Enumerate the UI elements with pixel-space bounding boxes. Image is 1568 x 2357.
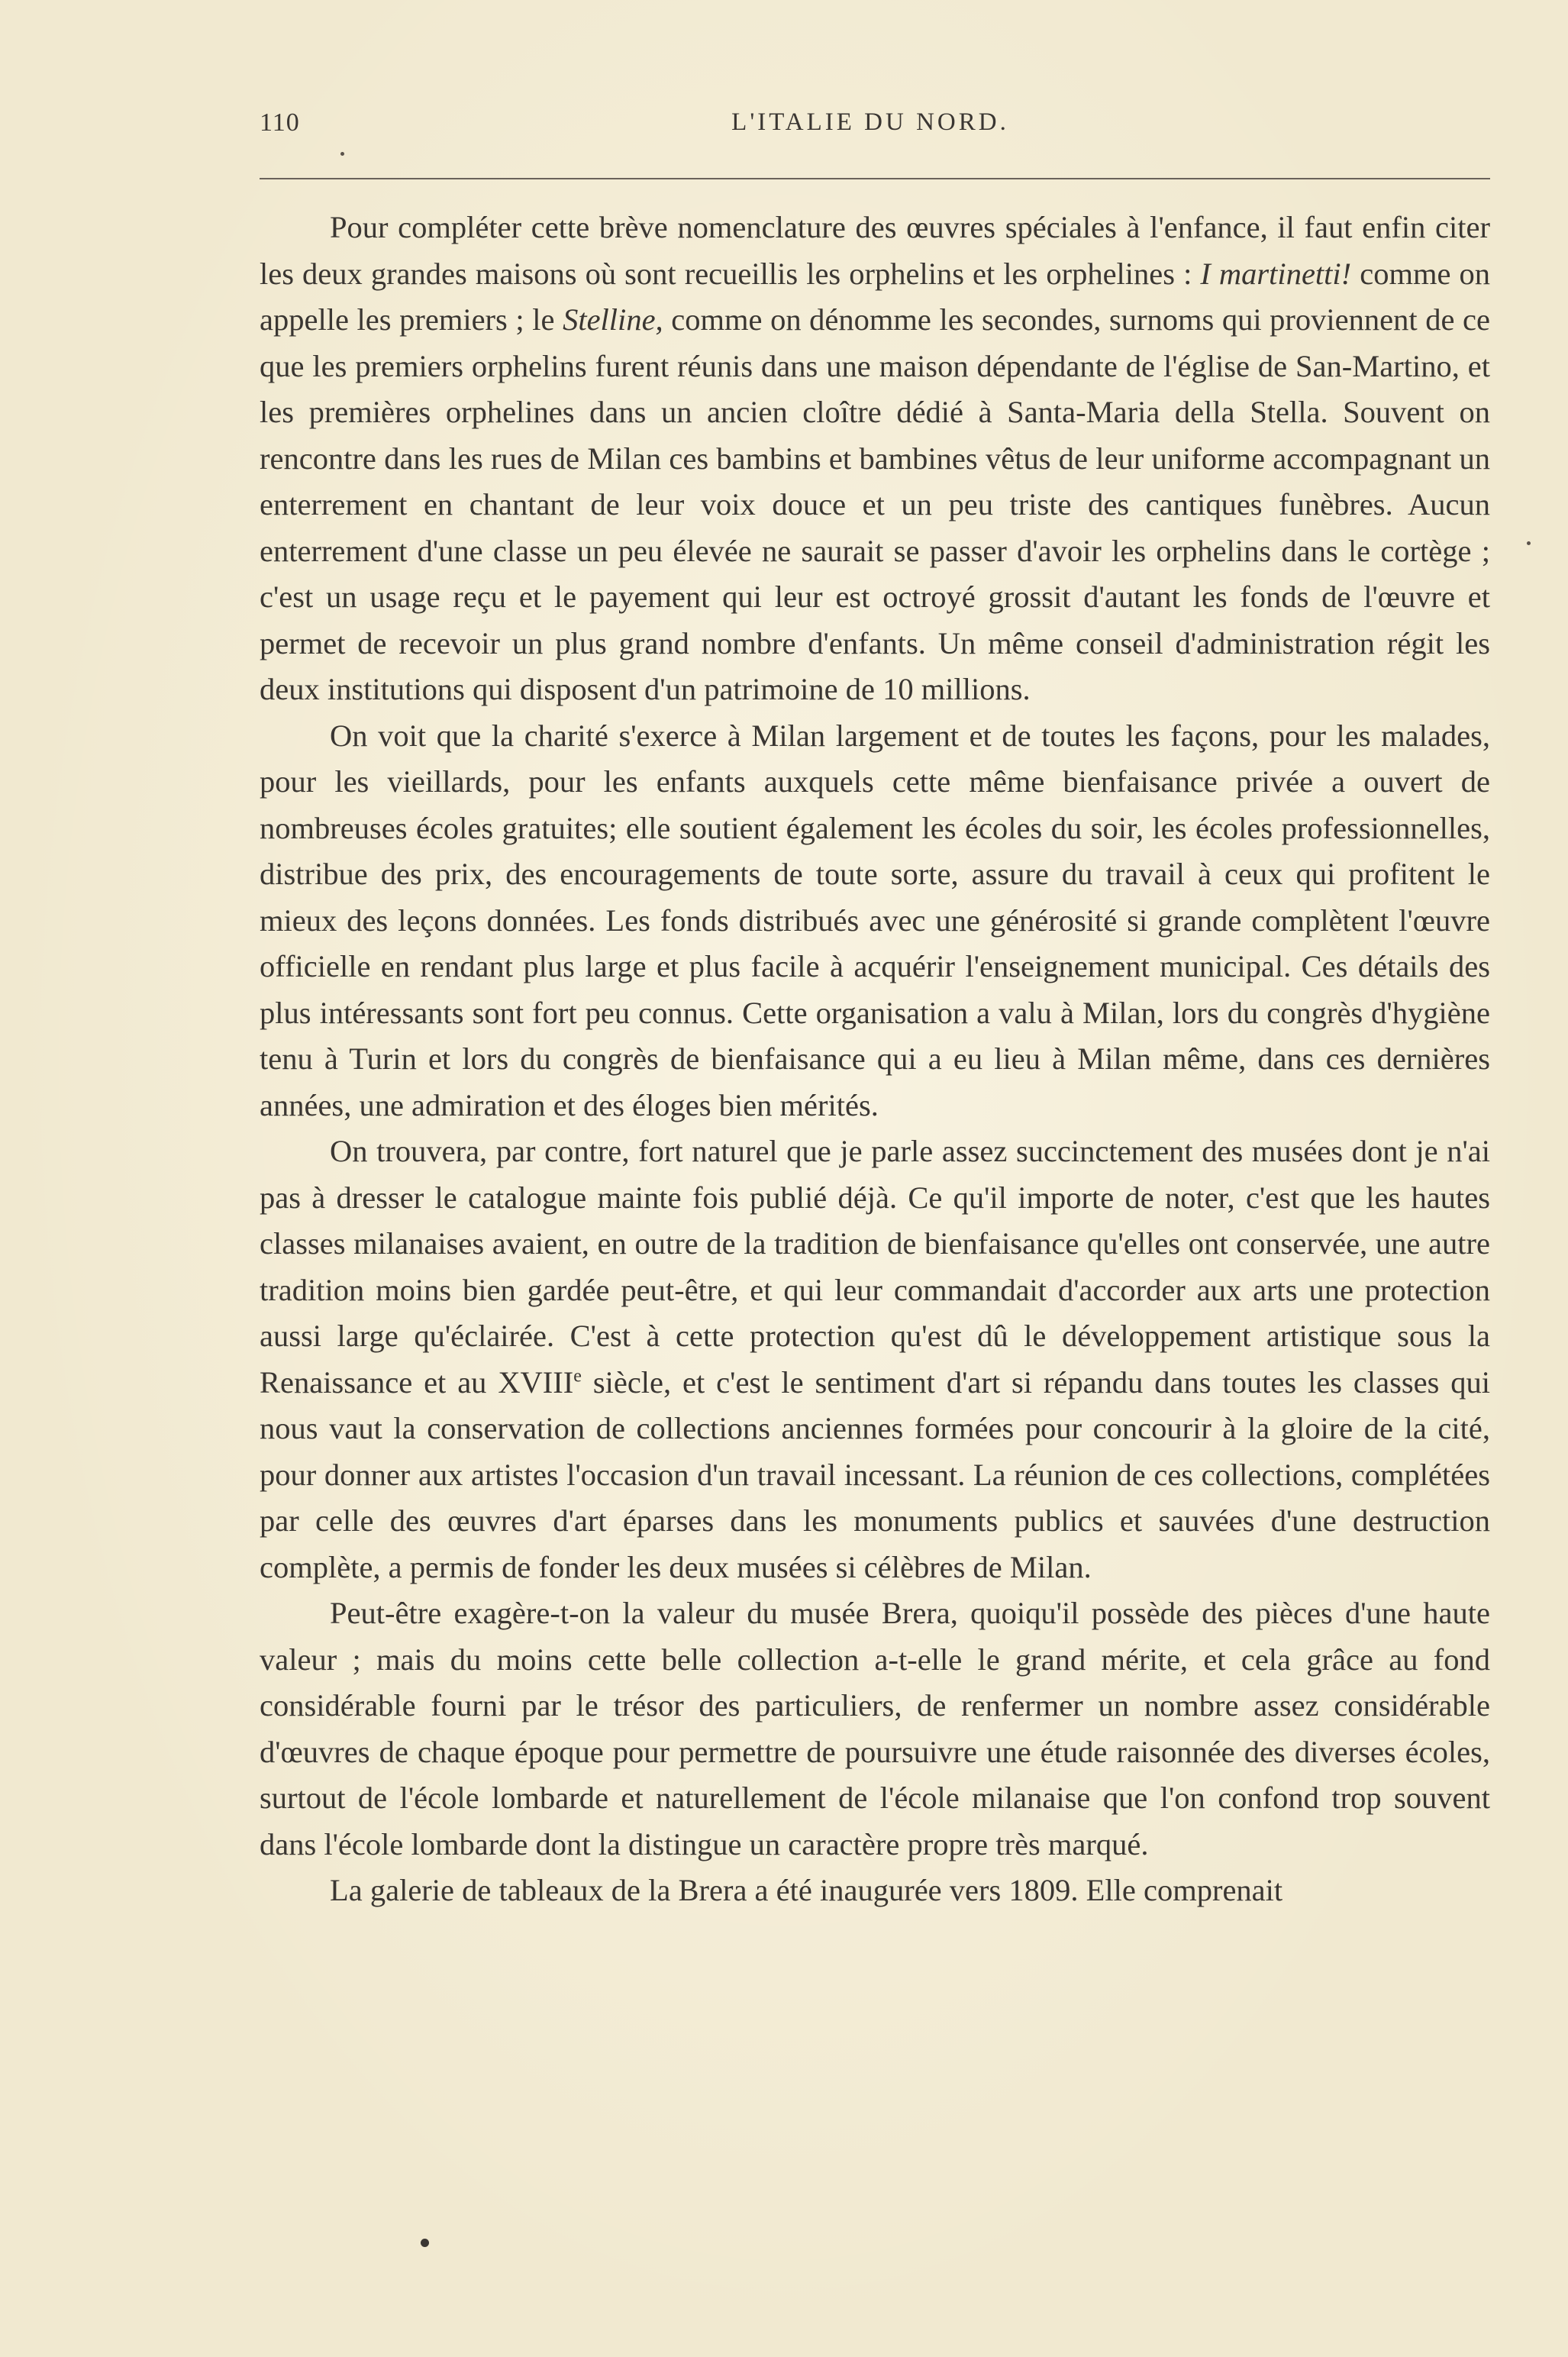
ink-speck bbox=[1527, 541, 1531, 545]
ink-speck bbox=[340, 152, 344, 156]
paragraph-text: comme on appelle les premiers ; le bbox=[260, 256, 1490, 337]
century-superscript: e bbox=[573, 1366, 582, 1386]
page-header bbox=[260, 108, 1481, 147]
page-number: 110 bbox=[260, 108, 300, 137]
paragraph-text: Pour compléter cette brève nomenclature des œuvres spéciales à l'enfance, il faut enfin citer les deux grandes maisons où sont recueillis les orphelins et les orphelines : bbox=[260, 210, 1490, 291]
paragraph-text: comme on dénomme les secondes, surnoms qui proviennent de ce que les premiers orphelins furent réunis dans une maison dépendante de l'église de San-Martino, et les premières orphelines dans un ancien cloître dédié à Santa-Maria della Stella. Souvent on rencontre dans les rues de Milan ces bambins et bambines vêtus de leur uniforme accompagnant un enterrement en chantant de leur voix douce et un peu triste des cantiques funèbres. Aucun enterrement d'une classe un peu élevée ne saurait se passer d'avoir les orphelins dans le cortège ; c'est un usage reçu et le payement qui leur est octroyé grossit d'autant les fonds de l'œuvre et permet de recevoir un plus grand nombre d'enfants. Un même conseil d'administration régit les deux institutions qui disposent d'un patrimoine de 10 millions. bbox=[260, 302, 1490, 706]
paragraph-gallery: La galerie de tableaux de la Brera a été inaugurée vers 1809. Elle comprenait bbox=[330, 1873, 1283, 1907]
paragraph-museums bbox=[260, 1128, 1490, 1590]
paragraph-charity: On voit que la charité s'exerce à Milan largement et de toutes les façons, pour les malades, pour les vieillards, pour les enfants auxquels cette même bienfaisance privée a ouvert de nombreuses écoles gratuites; elle soutient également les écoles du soir, les écoles professionnelles, distribue des prix, des encouragements de toute sorte, assure du travail à ceux qui profitent le mieux des leçons données. Les fonds distribués avec une générosité si grande complètent l'œuvre officielle en rendant plus large et plus facile à acquérir l'enseignement municipal. Ces détails des plus intéressants sont fort peu connus. Cette organisation a valu à Milan, lors du congrès d'hygiène tenu à Turin et lors du congrès de bienfaisance qui a eu lieu à Milan même, dans ces dernières années, une admiration et des éloges bien mérités. bbox=[260, 718, 1490, 1122]
ink-dot bbox=[421, 2239, 429, 2247]
header-rule bbox=[260, 178, 1490, 179]
paragraph-orphans bbox=[260, 205, 1490, 713]
italic-term-martinetti: I martinetti! bbox=[1200, 256, 1352, 291]
paragraph-brera: Peut-être exagère-t-on la valeur du musée Brera, quoiqu'il possède des pièces d'une haute valeur ; mais du moins cette belle collection a-t-elle le grand mérite, et cela grâce au fond considérable fourni par le trésor des particuliers, de renfermer un nombre assez considérable d'œuvres de chaque époque pour permettre de poursuivre une étude raisonnée des diverses écoles, surtout de l'école lombarde et naturellement de l'école milanaise que l'on confond trop souvent dans l'école lombarde dont la distingue un caractère propre très marqué. bbox=[260, 1596, 1490, 1861]
running-title: L'ITALIE DU NORD. bbox=[731, 108, 1009, 136]
italic-term-stelline: Stelline, bbox=[563, 302, 663, 337]
body-text bbox=[260, 205, 1490, 1914]
paragraph-text: On trouvera, par contre, fort naturel que je parle assez succinctement des musées dont je n'ai pas à dresser le catalogue mainte fois publié déjà. Ce qu'il importe de noter, c'est que les hautes classes milanaises avaient, en outre de la tradition de bienfaisance qu'elles ont conservée, une autre tradition moins bien gardée peut-être, et qui leur commandait d'accorder aux arts une protection aussi large qu'éclairée. C'est à cette protection qu'est dû le développement artistique sous la Renaissance et au bbox=[260, 1134, 1490, 1400]
century-numeral: XVIII bbox=[498, 1364, 574, 1400]
paragraph-text: siècle, et c'est le sentiment d'art si répandu dans toutes les classes qui nous vaut la conservation de collections anciennes formées pour concourir à la gloire de la cité, pour donner aux artistes l'occasion d'un travail incessant. La réunion de ces collections, complétées par celle des œuvres d'art éparses dans les monuments publics et sauvées d'une destruction complète, a permis de fonder les deux musées si célèbres de Milan. bbox=[260, 1364, 1490, 1584]
